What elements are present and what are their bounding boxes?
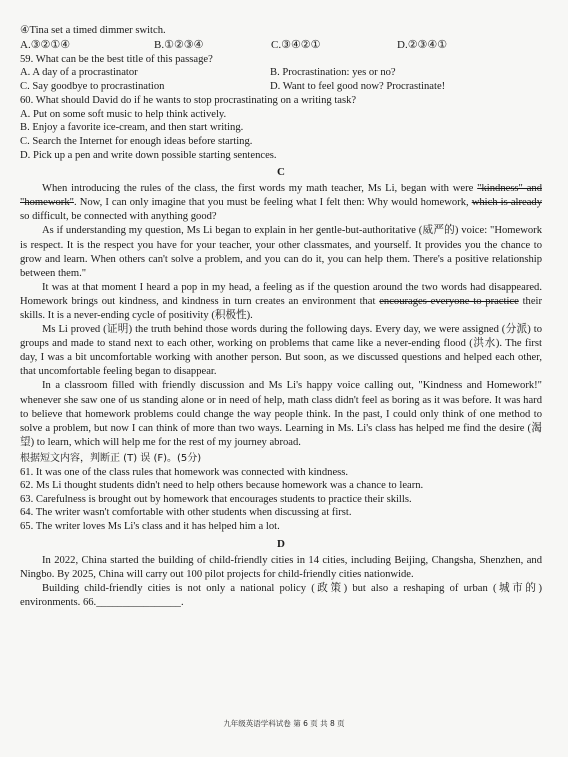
section-c-paragraph-1 [20, 182, 542, 224]
section-d-paragraph-2 [20, 582, 542, 610]
q60-option-d: D. Pick up a pen and write down possible starting sentences. [20, 149, 277, 161]
p1-part-a: When introducing the rules of the class, the first words my math teacher, Ms Li, began with were [42, 183, 478, 195]
statement-65: 65. The writer loves Ms Li's class and it has helped him a lot. [20, 520, 280, 532]
q58-option-d: D.②③④① [397, 38, 448, 51]
statement-64: 64. The writer wasn't comfortable with other students when discussing at first. [20, 507, 352, 519]
q60-question: 60. What should David do if he wants to stop procrastinating on a writing task? [20, 95, 357, 107]
q60-option-c: C. Search the Internet for enough ideas before starting. [20, 135, 253, 147]
answer-blank-66[interactable]: ________________. [96, 596, 184, 608]
q59-option-b: B. Procrastination: yes or no? [270, 67, 396, 79]
q58-options [20, 38, 542, 53]
section-d-heading: D [277, 537, 285, 550]
p3-part-a: It was at that moment I heard a pop in my head, a feeling as if the question around the two words had disappeared. Homework brings out kindness, and kindness in turn creates an environment that [20, 281, 542, 307]
q59-options-row2 [20, 80, 542, 94]
true-false-instruction: 根据短文内容，判断正 (T) 误 (F)。(5分) [20, 452, 202, 464]
section-c-paragraph-4: Ms Li proved (证明) the truth behind those words during the following days. Every day, we were assigned (分派) to groups and made to stand next to each other, working on problems that came like a never-ending flood (洪水). The first day, I was a bit uncomfortable working with another person. But soon, as we discussed questions and helped each other, that uncomfortable feeling began to disappear. [20, 324, 542, 378]
p1-struck-words: "kindness" and "homework" [20, 183, 542, 209]
p1-part-c: . Now, I can only imagine that you must be feeling what I felt then: Why would homework, [73, 197, 472, 209]
q58-option-b: B.①②③④ [154, 38, 204, 51]
p3-part-c: their skills. It is a never-ending cycle of positivity (积极性). [20, 295, 542, 321]
section-c-paragraph-5: In a classroom filled with friendly discussion and Ms Li's happy voice calling out, "Kindness and Homework!" whenever she saw one of us standing alone or in need of help, math class didn't feel as boring as it was before. It was hard to believe that homework problems could change the way people think. In the past, I could only think of one method to solve a problem, but now I can think of more than two ways. Learning in Ms. Li's class has helped me find the desire (渴望) to learn, which will help me for the rest of my journey abroad. [20, 380, 542, 448]
statement-63: 63. Carefulness is brought out by homework that encourages students to practice their skills. [20, 493, 412, 505]
page-footer: 九年级英语学科试卷 第 6 页 共 8 页 [223, 719, 345, 728]
p1-part-e: so difficult, be connected with anything good? [20, 211, 217, 223]
q59-options-row1 [20, 66, 542, 80]
statement-62: 62. Ms Li thought students didn't need to help others because homework was a chance to learn. [20, 480, 424, 492]
q59-option-a: A. A day of a procrastinator [20, 67, 138, 79]
p3-struck-phrase: encourages everyone to practice [379, 295, 519, 307]
p1-struck-clause: which is already [471, 197, 542, 209]
q60-option-a: A. Put on some soft music to help think actively. [20, 108, 227, 120]
statement-61: 61. It was one of the class rules that homework was connected with kindness. [20, 466, 349, 478]
q59-option-c: C. Say goodbye to procrastination [20, 81, 165, 93]
q58-item-4: ④Tina set a timed dimmer switch. [20, 25, 166, 36]
q60-option-b: B. Enjoy a favorite ice-cream, and then start writing. [20, 122, 244, 134]
section-d-paragraph-1: In 2022, China started the building of child-friendly cities in 14 cities, including Beijing, Changsha, Shenzhen, and Ningbo. By 2025, China will carry out 100 pilot projects for child-friendly cities nationwide. [20, 554, 542, 580]
q59-option-d: D. Want to feel good now? Procrastinate! [270, 81, 446, 93]
q58-option-c: C.③④②① [271, 38, 321, 51]
q59-question: 59. What can be the best title of this passage? [20, 53, 213, 65]
q58-option-a: A.③②①④ [20, 38, 71, 51]
section-c-heading: C [277, 166, 285, 179]
section-c-paragraph-3 [20, 281, 542, 323]
section-c-paragraph-2: As if understanding my question, Ms Li began to explain in her gentle-but-authoritative (威严的) voice: "Homework is respect. It is the respect you have for your teacher, your other classmates, and yourself. It provides you the chance to grow and learn. When others can't solve a problem, and you can do it, you can help them. There's a positive relationship between them." [20, 225, 542, 279]
d-p2-text: Building child-friendly cities is not only a national policy (政策) but also a reshaping of urban (城市的) environments. 66. [20, 582, 542, 608]
